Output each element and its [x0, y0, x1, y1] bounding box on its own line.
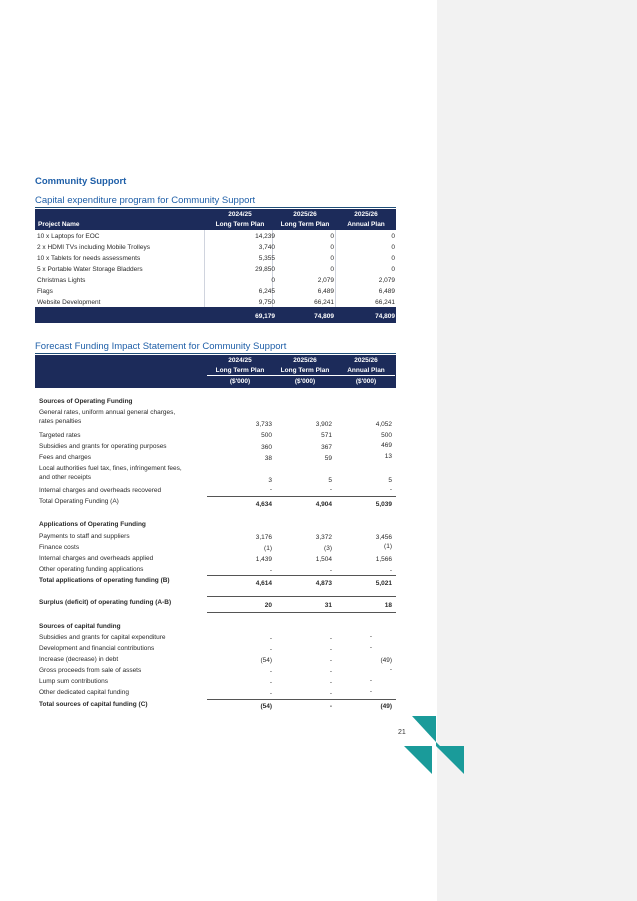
fis-row-label: Local authorities fuel tax, fines, infringement fees,	[39, 465, 182, 472]
fis-header-col3-unit: ($'000)	[355, 378, 377, 385]
capex-value-col2: 0	[330, 233, 334, 240]
fis-value-col2: 367	[321, 444, 332, 451]
header-col1-label: Long Term Plan	[215, 221, 265, 228]
fis-value-col2: -	[329, 679, 332, 686]
capex-value-col1: 6,245	[258, 288, 275, 295]
fis-section-heading	[35, 622, 396, 632]
fis-surplus-col3: 18	[384, 602, 392, 609]
header-project-name: Project Name	[38, 221, 80, 228]
fis-header-col1-unit: ($'000)	[229, 378, 251, 385]
fis-row	[35, 666, 396, 677]
fis-header-col3-year: 2025/26	[354, 357, 378, 364]
fis-value-col1: -	[269, 567, 272, 574]
fis-total-col2: -	[329, 703, 332, 710]
fis-value-col1: 38	[264, 455, 272, 462]
fis-value-col2: -	[329, 635, 332, 642]
fis-value-col1: (54)	[260, 657, 272, 664]
council-triangle-logo	[404, 716, 464, 774]
fis-total-col2: 4,904	[315, 501, 332, 508]
fis-total-col2: 4,873	[315, 580, 332, 587]
capex-value-col2: 66,241	[314, 299, 334, 306]
fis-value-col2: 3,372	[315, 534, 332, 541]
capex-value-col2: 6,489	[317, 288, 334, 295]
fis-heading-applications-operating: Applications of Operating Funding	[39, 521, 146, 528]
fis-row-label: Increase (decrease) in debt	[39, 656, 119, 663]
fis-row-label: Development and financial contributions	[39, 645, 155, 652]
fis-row	[35, 431, 396, 442]
fis-row	[35, 464, 396, 486]
fis-value-col2: -	[329, 657, 332, 664]
header-col2-label: Long Term Plan	[280, 221, 330, 228]
fis-row	[35, 532, 396, 543]
fis-header-col2-year: 2025/26	[293, 357, 317, 364]
capex-project-name: Christmas Lights	[37, 277, 86, 284]
fis-total-col1: 4,634	[255, 501, 272, 508]
capex-value-col2: 2,079	[317, 277, 334, 284]
capex-table-title: Capital expenditure program for Community Support	[35, 195, 256, 206]
fis-value-col2: 59	[324, 455, 332, 462]
fis-total-col3: 5,039	[375, 501, 392, 508]
fis-surplus-col1: 20	[264, 602, 272, 609]
fis-value-col3: -	[369, 633, 372, 640]
capex-value-col3: 2,079	[378, 277, 395, 284]
fis-value-col2: 571	[321, 432, 332, 439]
fis-value-col1: 360	[261, 444, 272, 451]
capex-project-name: Flags	[37, 288, 53, 295]
header-col2-year: 2025/26	[293, 211, 317, 218]
capex-total-col1: 69,179	[255, 313, 275, 320]
fis-row	[35, 655, 396, 666]
fis-value-col3: -	[369, 644, 372, 651]
capex-value-col2: 0	[330, 255, 334, 262]
capex-total-col3: 74,809	[375, 313, 395, 320]
fis-value-col3: 13	[384, 453, 392, 460]
capex-row	[35, 286, 396, 297]
fis-total-col1: (54)	[260, 703, 272, 710]
fis-row	[35, 633, 396, 644]
fis-value-col3: -	[389, 666, 392, 673]
fis-row-label: Internal charges and overheads recovered	[39, 487, 162, 494]
fis-row	[35, 677, 396, 688]
fis-row-label-continued: and other receipts	[39, 474, 92, 481]
surplus-rule	[207, 612, 396, 613]
fis-header-col2-label: Long Term Plan	[280, 367, 330, 374]
fis-value-col1: -	[269, 635, 272, 642]
fis-row-label: Fees and charges	[39, 454, 92, 461]
capex-project-name: 2 x HDMI TVs including Mobile Trolleys	[37, 244, 150, 251]
fis-header-col2-unit: ($'000)	[294, 378, 316, 385]
capex-value-col1: 14,239	[255, 233, 275, 240]
fis-value-col1: (1)	[264, 545, 272, 552]
page-number: 21	[398, 729, 406, 736]
fis-header-col1-label: Long Term Plan	[215, 367, 265, 374]
section-title: Community Support	[35, 176, 127, 187]
capex-table-header	[35, 209, 396, 230]
fis-value-col2: 3,902	[315, 421, 332, 428]
fis-value-col3: 469	[381, 442, 392, 449]
fis-value-col3: 1,566	[375, 556, 392, 563]
capex-row	[35, 275, 396, 286]
fis-section-heading	[35, 520, 396, 530]
fis-row-label: Subsidies and grants for operating purposes	[39, 443, 167, 450]
capex-value-col3: 66,241	[375, 299, 395, 306]
fis-value-col1: 1,439	[255, 556, 272, 563]
capex-project-name: 10 x Tablets for needs assessments	[37, 255, 141, 262]
fis-row-label: Lump sum contributions	[39, 678, 109, 685]
fis-value-col2: -	[329, 486, 332, 493]
capex-project-name: 10 x Laptops for EOC	[37, 233, 100, 240]
fis-row	[35, 554, 396, 565]
header-col3-label: Annual Plan	[347, 221, 385, 228]
fis-row-label: Targeted rates	[39, 432, 81, 439]
fis-surplus-row	[35, 598, 396, 612]
fis-value-col1: -	[269, 668, 272, 675]
capex-value-col1: 0	[271, 277, 275, 284]
fis-value-col1: 500	[261, 432, 272, 439]
fis-value-col1: -	[269, 646, 272, 653]
fis-value-col3: -	[389, 567, 392, 574]
fis-header-col1-year: 2024/25	[228, 357, 252, 364]
fis-table-header	[35, 355, 396, 388]
fis-total-row	[35, 497, 396, 511]
fis-surplus-col2: 31	[324, 602, 332, 609]
fis-value-col3: 500	[381, 432, 392, 439]
fis-header-rule	[207, 375, 395, 376]
fis-value-col1: 3	[268, 477, 272, 484]
fis-value-col3: 3,456	[375, 534, 392, 541]
capex-title-rule	[35, 207, 396, 208]
fis-row-label: Other dedicated capital funding	[39, 689, 129, 696]
fis-value-col1: -	[269, 679, 272, 686]
capex-row	[35, 253, 396, 264]
fis-total-col3: 5,021	[375, 580, 392, 587]
fis-total-col1: 4,614	[255, 580, 272, 587]
surplus-rule	[207, 596, 396, 597]
fis-value-col3: -	[389, 486, 392, 493]
header-col1-year: 2024/25	[228, 211, 252, 218]
capex-row	[35, 264, 396, 275]
fis-value-col1: 3,176	[255, 534, 272, 541]
fis-total-label: Total applications of operating funding (B)	[39, 577, 170, 584]
fis-value-col3: (1)	[384, 543, 392, 550]
capex-value-col3: 0	[391, 244, 395, 251]
fis-value-col1: 3,733	[255, 421, 272, 428]
fis-row-label: Subsidies and grants for capital expenditure	[39, 634, 166, 641]
fis-value-col3: -	[369, 677, 372, 684]
fis-value-col2: -	[329, 690, 332, 697]
capex-value-col2: 0	[330, 266, 334, 273]
fis-total-label: Total sources of capital funding (C)	[39, 701, 148, 708]
capex-value-col3: 0	[391, 255, 395, 262]
capex-value-col3: 0	[391, 266, 395, 273]
fis-surplus-label: Surplus (deficit) of operating funding (A-B)	[39, 599, 172, 606]
fis-row	[35, 453, 396, 464]
capex-value-col2: 0	[330, 244, 334, 251]
comments-sidebar-panel	[437, 0, 637, 901]
header-col3-year: 2025/26	[354, 211, 378, 218]
fis-section-heading	[35, 397, 396, 407]
fis-value-col2: -	[329, 646, 332, 653]
fis-heading-sources-capital: Sources of capital funding	[39, 623, 121, 630]
fis-row-label: Gross proceeds from sale of assets	[39, 667, 142, 674]
fis-value-col3: 4,052	[375, 421, 392, 428]
fis-total-col3: (49)	[380, 703, 392, 710]
fis-row-label-continued: rates penalties	[39, 418, 82, 425]
fis-value-col3: 5	[388, 477, 392, 484]
fis-row	[35, 408, 396, 430]
fis-value-col1: -	[269, 486, 272, 493]
fis-total-row	[35, 700, 396, 714]
fis-value-col2: -	[329, 668, 332, 675]
fis-value-col2: 5	[328, 477, 332, 484]
capex-project-name: Website Development	[37, 299, 101, 306]
fis-row	[35, 543, 396, 554]
fis-total-label: Total Operating Funding (A)	[39, 498, 119, 505]
fis-value-col2: 1,504	[315, 556, 332, 563]
capex-value-col1: 3,740	[258, 244, 275, 251]
fis-row-label: Other operating funding applications	[39, 566, 144, 573]
capex-row	[35, 231, 396, 242]
fis-heading-sources-operating: Sources of Operating Funding	[39, 398, 133, 405]
capex-total-col2: 74,809	[314, 313, 334, 320]
fis-header-col3-label: Annual Plan	[347, 367, 385, 374]
fis-row-label: Finance costs	[39, 544, 80, 551]
capex-project-name: 5 x Portable Water Storage Bladders	[37, 266, 143, 273]
fis-row-label: Internal charges and overheads applied	[39, 555, 154, 562]
fis-value-col2: (3)	[324, 545, 332, 552]
fis-row-label: Payments to staff and suppliers	[39, 533, 130, 540]
fis-value-col3: (49)	[380, 657, 392, 664]
fis-table-title: Forecast Funding Impact Statement for Community Support	[35, 341, 287, 352]
fis-row	[35, 442, 396, 453]
fis-row	[35, 688, 396, 699]
fis-total-row	[35, 576, 396, 590]
capex-total-row	[35, 307, 396, 323]
capex-value-col1: 29,850	[255, 266, 275, 273]
fis-value-col2: -	[329, 567, 332, 574]
capex-value-col1: 9,750	[258, 299, 275, 306]
fis-value-col3: -	[369, 688, 372, 695]
fis-title-rule	[35, 353, 396, 354]
capex-value-col1: 5,355	[258, 255, 275, 262]
fis-value-col1: -	[269, 690, 272, 697]
capex-value-col3: 6,489	[378, 288, 395, 295]
capex-value-col3: 0	[391, 233, 395, 240]
capex-row	[35, 242, 396, 253]
fis-row	[35, 644, 396, 655]
fis-row-label: General rates, uniform annual general charges,	[39, 409, 176, 416]
